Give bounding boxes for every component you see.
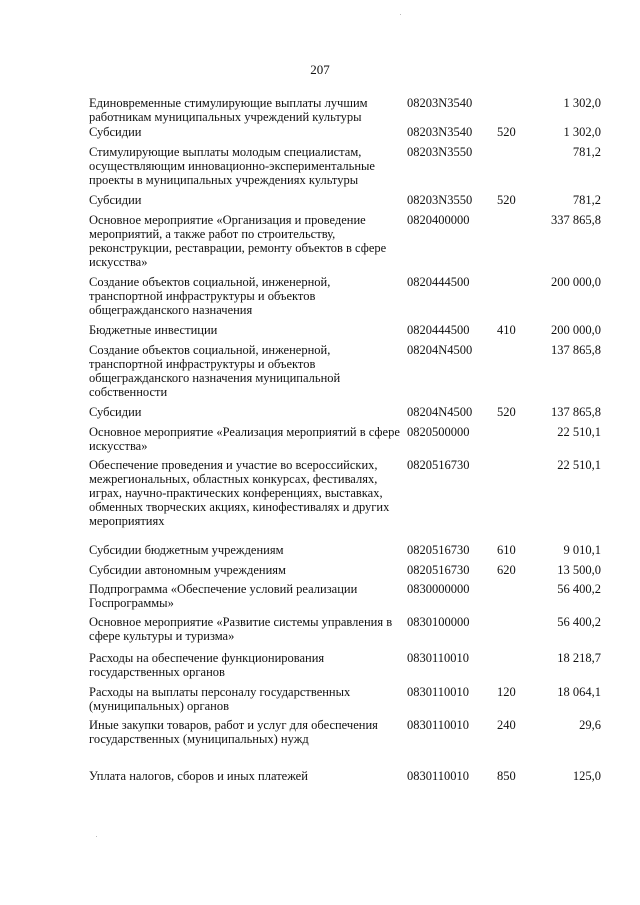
row-code: 0830110010: [407, 685, 470, 699]
row-amount: 781,2: [572, 193, 601, 207]
row-amount: 200 000,0: [551, 323, 601, 337]
row-amount: 781,2: [572, 145, 601, 159]
table-row: [89, 718, 605, 769]
row-name: Расходы на выплаты персоналу государственных (муниципальных) органов: [89, 685, 351, 713]
table-row: [89, 275, 605, 323]
row-name: Субсидии автономным учреждениям: [89, 563, 286, 577]
table-row: [89, 125, 605, 145]
row-name: Субсидии: [89, 405, 142, 419]
scan-speck: [96, 836, 97, 837]
row-code: 0830110010: [407, 718, 470, 732]
row-code: 08204N4500: [407, 343, 473, 357]
row-amount: 18 218,7: [557, 651, 601, 665]
row-name: Подпрограмма «Обеспечение условий реализации Госпрограммы»: [89, 582, 358, 610]
row-amount: 137 865,8: [551, 405, 601, 419]
row-code: 08203N3550: [407, 193, 473, 207]
table-row: [89, 96, 605, 125]
table-row: [89, 343, 605, 405]
row-code: 0830110010: [407, 651, 470, 665]
row-amount: 1 302,0: [563, 125, 601, 139]
row-amount: 337 865,8: [551, 213, 601, 227]
row-amount: 125,0: [572, 769, 601, 783]
row-code: 08204N4500: [407, 405, 473, 419]
row-name: Стимулирующие выплаты молодым специалистам, осуществляющим инновационно-экспериментальные проекты в муниципальных учреждениях культуры: [89, 145, 375, 187]
row-code: 0830110010: [407, 769, 470, 783]
row-name: Создание объектов социальной, инженерной, транспортной инфраструктуры и объектов общегражданского назначения муниципальной собственности: [89, 343, 341, 399]
budget-table: [89, 96, 605, 789]
row-vr: 410: [497, 323, 516, 337]
table-row: [89, 615, 605, 651]
row-name: Субсидии: [89, 125, 142, 139]
table-row: [89, 425, 605, 458]
table-row: [89, 323, 605, 343]
table-row: [89, 651, 605, 685]
row-amount: 137 865,8: [551, 343, 601, 357]
row-code: 0820444500: [407, 323, 470, 337]
table-row: [89, 543, 605, 563]
row-amount: 56 400,2: [557, 582, 601, 596]
row-amount: 18 064,1: [557, 685, 601, 699]
row-name: Бюджетные инвестиции: [89, 323, 218, 337]
row-name: Основное мероприятие «Развитие системы управления в сфере культуры и туризма»: [89, 615, 393, 643]
table-row: [89, 769, 605, 789]
row-vr: 120: [497, 685, 516, 699]
row-amount: 56 400,2: [557, 615, 601, 629]
table-row: [89, 193, 605, 213]
table-row: [89, 582, 605, 615]
table-row: [89, 563, 605, 582]
row-amount: 22 510,1: [557, 425, 601, 439]
row-name: Уплата налогов, сборов и иных платежей: [89, 769, 308, 783]
table-row: [89, 213, 605, 275]
row-name: Основное мероприятие «Реализация мероприятий в сфере искусства»: [89, 425, 400, 453]
row-code: 0820516730: [407, 458, 470, 472]
row-vr: 610: [497, 543, 516, 557]
table-row: [89, 685, 605, 718]
row-name: Субсидии: [89, 193, 142, 207]
row-vr: 240: [497, 718, 516, 732]
row-amount: 13 500,0: [557, 563, 601, 577]
row-amount: 9 010,1: [563, 543, 601, 557]
row-name: Создание объектов социальной, инженерной, транспортной инфраструктуры и объектов общегражданского назначения: [89, 275, 331, 317]
row-name: Расходы на обеспечение функционирования государственных органов: [89, 651, 325, 679]
row-vr: 520: [497, 125, 516, 139]
row-vr: 850: [497, 769, 516, 783]
table-row: [89, 458, 605, 543]
table-row: [89, 405, 605, 425]
row-name: Единовременные стимулирующие выплаты лучшим работникам муниципальных учреждений культуры: [89, 96, 368, 124]
page-number: 207: [310, 62, 330, 77]
row-name: Обеспечение проведения и участие во всероссийских, межрегиональных, областных конкурсах, фестивалях, играх, научно-практических конференциях, выставках, обменных творческих акциях, кинофестивалях и других мероприятиях: [89, 458, 390, 528]
row-name: Основное мероприятие «Организация и проведение мероприятий, а также работ по строительству, реконструкции, реставрации, ремонту объектов в сфере искусства»: [89, 213, 387, 269]
row-amount: 22 510,1: [557, 458, 601, 472]
row-code: 0820400000: [407, 213, 470, 227]
row-code: 08203N3540: [407, 96, 473, 110]
row-code: 0820516730: [407, 563, 470, 577]
row-amount: 29,6: [579, 718, 601, 732]
row-name: Иные закупки товаров, работ и услуг для обеспечения государственных (муниципальных) нужд: [89, 718, 378, 746]
row-code: 0830000000: [407, 582, 470, 596]
row-code: 0820500000: [407, 425, 470, 439]
row-amount: 200 000,0: [551, 275, 601, 289]
row-amount: 1 302,0: [563, 96, 601, 110]
row-vr: 520: [497, 405, 516, 419]
row-code: 08203N3550: [407, 145, 473, 159]
row-code: 0820444500: [407, 275, 470, 289]
table-row: [89, 145, 605, 193]
row-vr: 520: [497, 193, 516, 207]
scan-speck: [400, 14, 401, 15]
row-vr: 620: [497, 563, 516, 577]
row-name: Субсидии бюджетным учреждениям: [89, 543, 284, 557]
row-code: 0830100000: [407, 615, 470, 629]
row-code: 08203N3540: [407, 125, 473, 139]
row-code: 0820516730: [407, 543, 470, 557]
